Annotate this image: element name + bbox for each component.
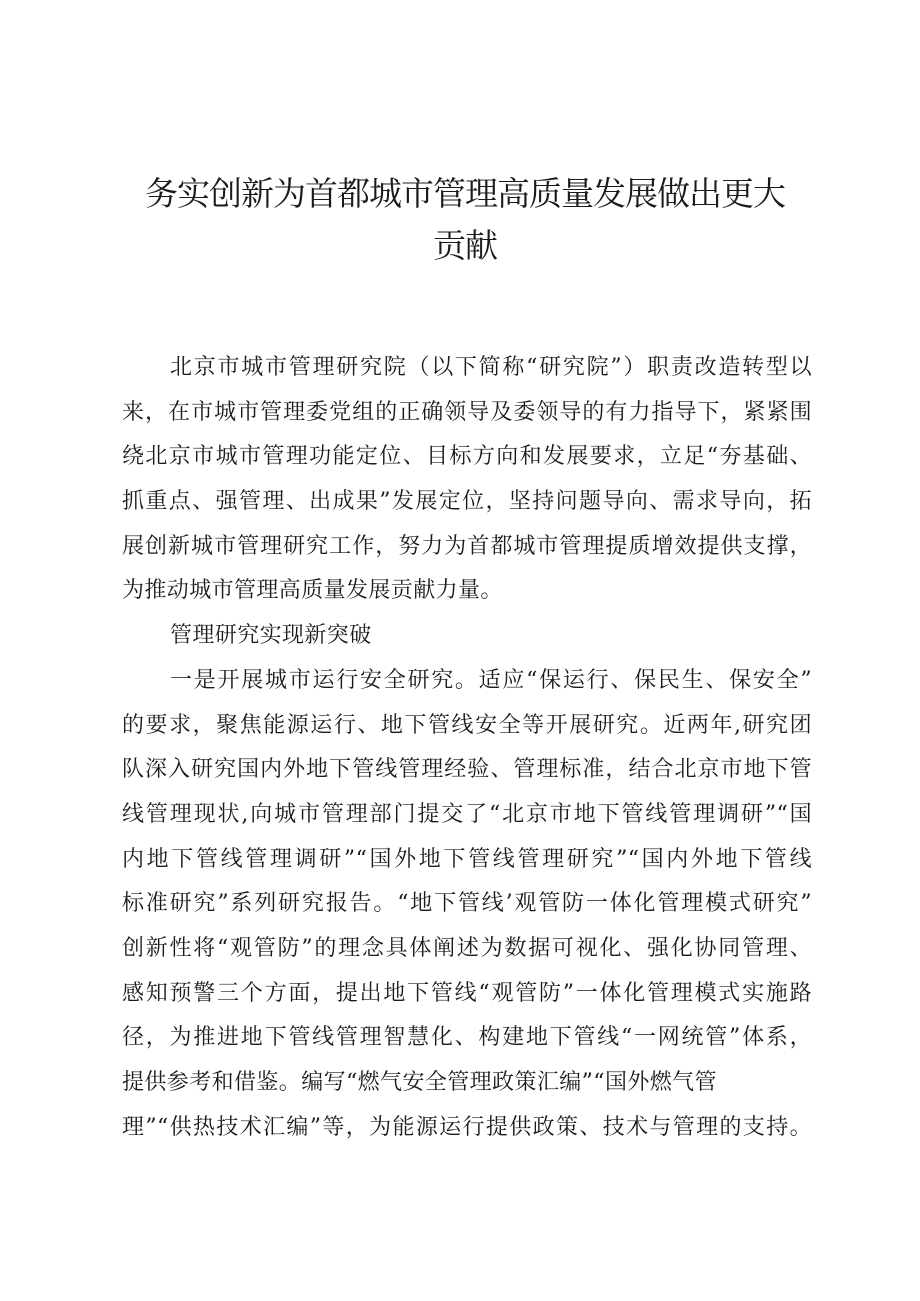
paragraph-line: 提供参考和借鉴。编写“燃气安全管理政策汇编”“国外燃气管 — [122, 1070, 717, 1095]
paragraph-line: 抓重点、强管理、出成果”发展定位，坚持问题导向、需求导向，拓 — [122, 489, 812, 515]
paragraph-line: 理”“供热技术汇编”等，为能源运行提供政策、技术与管理的支持。 — [122, 1114, 812, 1140]
paragraph-line: 径，为推进地下管线管理智慧化、构建地下管线“一网统管”体系， — [122, 1025, 812, 1051]
paragraph-line: 感知预警三个方面，提出地下管线“观管防”一体化管理模式实施路 — [122, 980, 812, 1006]
paragraph-line: 展创新城市管理研究工作，努力为首都城市管理提质增效提供支撑， — [122, 533, 812, 559]
paragraph-line: 绕北京市城市管理功能定位、目标方向和发展要求，立足“夯基础、 — [122, 444, 812, 470]
paragraph-line: 线管理现状,向城市管理部门提交了“北京市地下管线管理调研”“国 — [122, 801, 812, 827]
paragraph-line: 内地下管线管理调研”“国外地下管线管理研究”“国内外地下管线 — [122, 846, 812, 872]
document-body — [122, 346, 812, 1150]
paragraph-line: 一是开展城市运行安全研究。适应“保运行、保民生、保安全” — [170, 667, 812, 693]
paragraph-line: 北京市城市管理研究院（以下简称“研究院”）职责改造转型以 — [170, 355, 812, 380]
paragraph-line: 队深入研究国内外地下管线管理经验、管理标准，结合北京市地下管 — [122, 757, 812, 783]
title-line: 贡献 — [433, 226, 497, 265]
document-title — [120, 168, 810, 272]
section-heading: 管理研究实现新突破 — [170, 623, 372, 649]
paragraph-line: 标准研究”系列研究报告。“地下管线’观管防一体化管理模式研究” — [122, 891, 812, 917]
paragraph-line: 为推动城市管理高质量发展贡献力量。 — [122, 578, 503, 604]
title-line: 务实创新为首都城市管理高质量发展做出更大 — [145, 174, 785, 213]
paragraph-line: 的要求，聚焦能源运行、地下管线安全等开展研究。近两年,研究团 — [122, 712, 812, 738]
paragraph-line: 创新性将“观管防”的理念具体阐述为数据可视化、强化协同管理、 — [122, 935, 812, 961]
paragraph-line: 来，在市城市管理委党组的正确领导及委领导的有力指导下，紧紧围 — [122, 399, 812, 425]
